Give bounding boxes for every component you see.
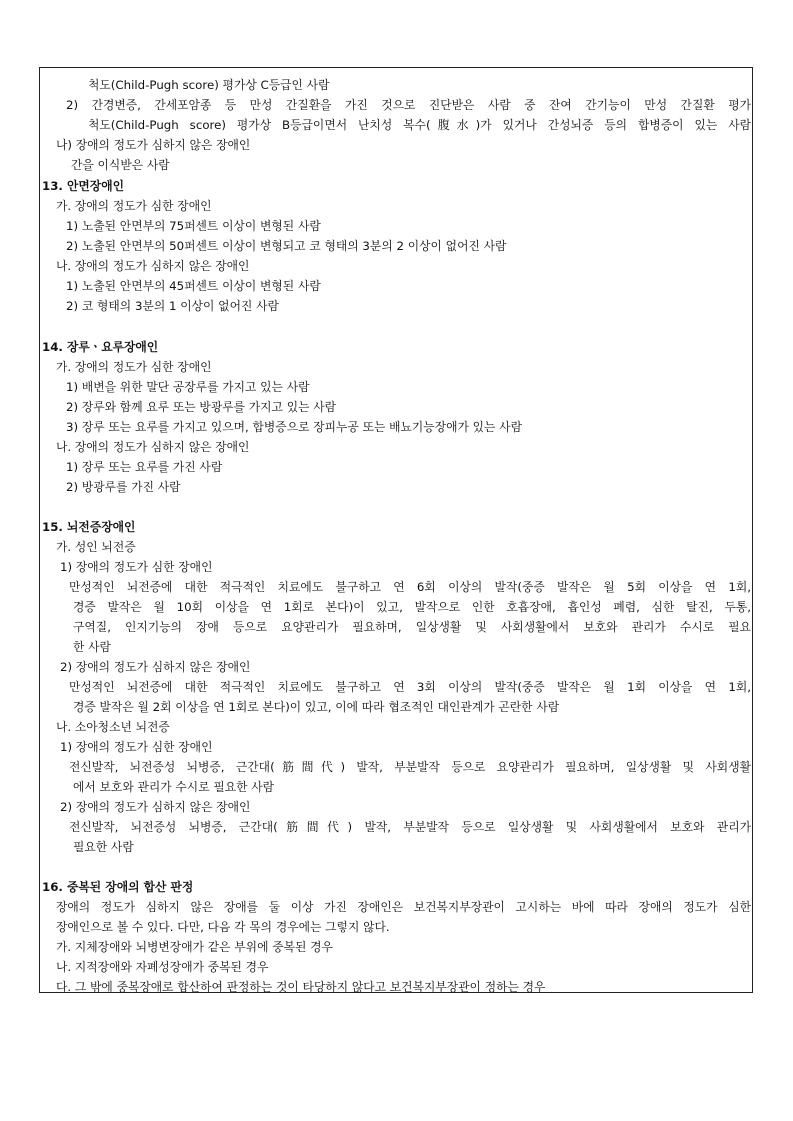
- text-line: 2) 코 형태의 3분의 1 이상이 없어진 사람: [66, 299, 279, 313]
- text-line: 경증 발작은 월 10회 이상을 연 1회로 본다)이 있고, 발작으로 인한 호흡장애, 흡인성 폐렴, 심한 탈진, 두통,: [73, 600, 751, 614]
- text-line: 나. 소아청소년 뇌전증: [56, 720, 170, 734]
- text-line: 나) 장애의 정도가 심하지 않은 장애인: [56, 138, 251, 152]
- text-line: 가. 성인 뇌전증: [56, 540, 136, 554]
- text-line: 에서 보호와 관리가 수시로 필요한 사람: [73, 780, 275, 794]
- text-line: 나. 장애의 정도가 심하지 않은 장애인: [56, 259, 250, 273]
- text-line: 2) 간경변증, 간세포암종 등 만성 간질환을 가진 것으로 진단받은 사람 중 잔여 간기능이 만성 간질환 평가: [66, 98, 751, 112]
- text-line: 2) 장애의 정도가 심하지 않은 장애인: [60, 660, 251, 674]
- text-line: 전신발작, 뇌전증성 뇌병증, 근간대(筋間代) 발작, 부분발작 등으로 일상생활 및 사회생활에서 보호와 관리가: [69, 820, 751, 834]
- text-line: 가. 장애의 정도가 심한 장애인: [56, 199, 212, 213]
- text-line: 만성적인 뇌전증에 대한 적극적인 치료에도 불구하고 연 3회 이상의 발작(중증 발작은 월 1회 이상을 연 1회,: [69, 680, 751, 694]
- text-line: 1) 배변을 위한 말단 공장루를 가지고 있는 사람: [66, 380, 310, 394]
- text-line: 다. 그 밖에 중복장애로 합산하여 판정하는 것이 타당하지 않다고 보건복지부장관이 정하는 경우: [56, 980, 546, 994]
- text-line: 경증 발작은 월 2회 이상을 연 1회로 본다)이 있고, 이에 따라 협조적인 대인관계가 곤란한 사람: [73, 700, 560, 714]
- text-line: 전신발작, 뇌전증성 뇌병증, 근간대(筋間代) 발작, 부분발작 등으로 요양관리가 필요하며, 일상생활 및 사회생활: [69, 760, 751, 774]
- text-line: 나. 장애의 정도가 심하지 않은 장애인: [56, 440, 250, 454]
- text-line: 구역질, 인지기능의 장애 등으로 요양관리가 필요하며, 일상생활 및 사회생활에서 보호와 관리가 수시로 필요: [73, 620, 751, 634]
- text-line: 1) 노출된 안면부의 45퍼센트 이상이 변형된 사람: [66, 279, 321, 293]
- text-line: 2) 장루와 함께 요루 또는 방광루를 가지고 있는 사람: [66, 400, 337, 414]
- text-line: 필요한 사람: [73, 840, 134, 854]
- text-line: 3) 장루 또는 요루를 가지고 있으며, 합병증으로 장피누공 또는 배뇨기능장애가 있는 사람: [66, 420, 522, 434]
- text-line: 장애의 정도가 심하지 않은 장애를 둘 이상 가진 장애인은 보건복지부장관이 고시하는 바에 따라 장애의 정도가 심한: [56, 900, 751, 914]
- section-heading: 16. 중복된 장애의 합산 판정: [42, 880, 194, 894]
- section-heading: 14. 장루ㆍ요루장애인: [42, 340, 159, 354]
- text-line: 척도(Child-Pugh score) 평가상 B등급이면서 난치성 복수(腹水)가 있거나 간성뇌증 등의 합병증이 있는 사람: [88, 118, 751, 132]
- text-line: 장애인으로 볼 수 있다. 다만, 다음 각 목의 경우에는 그렇지 않다.: [56, 920, 390, 934]
- text-line: 1) 장애의 정도가 심한 장애인: [60, 740, 213, 754]
- text-line: 2) 장애의 정도가 심하지 않은 장애인: [60, 800, 251, 814]
- text-line: 한 사람: [73, 640, 111, 654]
- text-line: 척도(Child-Pugh score) 평가상 C등급인 사람: [88, 78, 330, 92]
- text-line: 간을 이식받은 사람: [71, 158, 170, 172]
- text-line: 나. 지적장애와 자폐성장애가 중복된 경우: [56, 960, 269, 974]
- text-line: 2) 방광루를 가진 사람: [66, 480, 181, 494]
- text-line: 2) 노출된 안면부의 50퍼센트 이상이 변형되고 코 형태의 3분의 2 이상이 없어진 사람: [66, 239, 507, 253]
- text-line: 1) 노출된 안면부의 75퍼센트 이상이 변형된 사람: [66, 219, 321, 233]
- text-line: 만성적인 뇌전증에 대한 적극적인 치료에도 불구하고 연 6회 이상의 발작(중증 발작은 월 5회 이상을 연 1회,: [69, 580, 751, 594]
- section-heading: 13. 안면장애인: [42, 179, 124, 193]
- text-line: 1) 장루 또는 요루를 가진 사람: [66, 460, 223, 474]
- text-line: 가. 지체장애와 뇌병변장애가 같은 부위에 중복된 경우: [56, 940, 333, 954]
- section-heading: 15. 뇌전증장애인: [42, 520, 136, 534]
- text-line: 가. 장애의 정도가 심한 장애인: [56, 360, 212, 374]
- text-line: 1) 장애의 정도가 심한 장애인: [60, 560, 213, 574]
